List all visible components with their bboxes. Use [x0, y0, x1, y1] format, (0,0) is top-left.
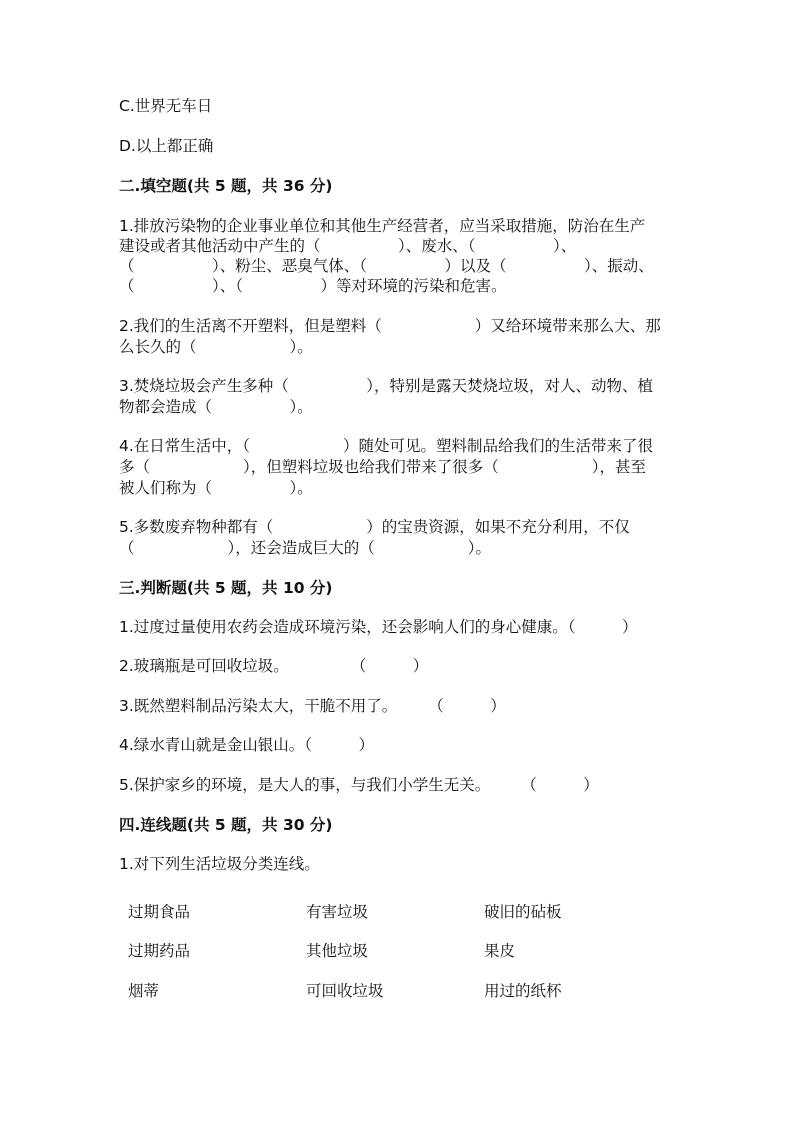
fill-q4-line3: 被人们称为（ ）。 — [119, 479, 313, 497]
judge-q4: 4.绿水青山就是金山银山。（ ） — [119, 736, 375, 754]
fill-q1-line1: 1.排放污染物的企业事业单位和其他生产经营者，应当采取措施，防治在生产 — [119, 217, 646, 235]
match-middle-1: 有害垃圾 — [306, 903, 369, 921]
fill-q5-line2: （ ），还会造成巨大的（ ）。 — [119, 539, 492, 557]
match-right-2: 果皮 — [484, 942, 516, 960]
judge-q1: 1.过度过量使用农药会造成环境污染，还会影响人们的身心健康。（ ） — [119, 618, 638, 636]
match-left-2: 过期药品 — [128, 942, 191, 960]
fill-q3-line2: 物都会造成（ ）。 — [119, 398, 313, 416]
fill-q2-line1: 2.我们的生活离不开塑料，但是塑料（ ）又给环境带来那么大、那 — [119, 317, 661, 335]
judge-q2: 2.玻璃瓶是可回收垃圾。 （ ） — [119, 657, 429, 675]
fill-q4-line1: 4.在日常生活中，（ ）随处可见。塑料制品给我们的生活带来了很 — [119, 437, 654, 455]
fill-q4-line2: 多（ ），但塑料垃圾也给我们带来了很多（ ），甚至 — [119, 458, 647, 476]
section4-title: 四.连线题(共 5 题，共 30 分) — [119, 816, 333, 834]
fill-q1-line3: （ ）、粉尘、恶臭气体、（ ）以及（ ）、振动、 — [119, 257, 654, 275]
match-q1: 1.对下列生活垃圾分类连线。 — [119, 855, 320, 873]
option-c: C.世界无车日 — [119, 97, 213, 115]
section3-title: 三.判断题(共 5 题，共 10 分) — [119, 579, 333, 597]
option-d: D.以上都正确 — [119, 137, 214, 155]
fill-q1-line4: （ ）、（ ）等对环境的污染和危害。 — [119, 277, 507, 295]
fill-q2-line2: 么长久的（ ）。 — [119, 338, 313, 356]
match-left-1: 过期食品 — [128, 903, 191, 921]
match-left-3: 烟蒂 — [128, 982, 160, 1000]
fill-q5-line1: 5.多数废弃物种都有（ ）的宝贵资源，如果不充分利用，不仅 — [119, 518, 630, 536]
judge-q5: 5.保护家乡的环境，是大人的事，与我们小学生无关。 （ ） — [119, 776, 599, 794]
fill-q3-line1: 3.焚烧垃圾会产生多种（ ），特别是露天焚烧垃圾，对人、动物、植 — [119, 377, 654, 395]
match-middle-2: 其他垃圾 — [306, 942, 369, 960]
judge-q3: 3.既然塑料制品污染太大，干脆不用了。 （ ） — [119, 697, 506, 715]
match-middle-3: 可回收垃圾 — [306, 982, 384, 1000]
section2-title: 二.填空题(共 5 题，共 36 分) — [119, 177, 333, 195]
match-right-3: 用过的纸杯 — [484, 982, 562, 1000]
match-right-1: 破旧的砧板 — [484, 903, 562, 921]
fill-q1-line2: 建设或者其他活动中产生的（ ）、废水、（ ）、 — [119, 237, 577, 255]
